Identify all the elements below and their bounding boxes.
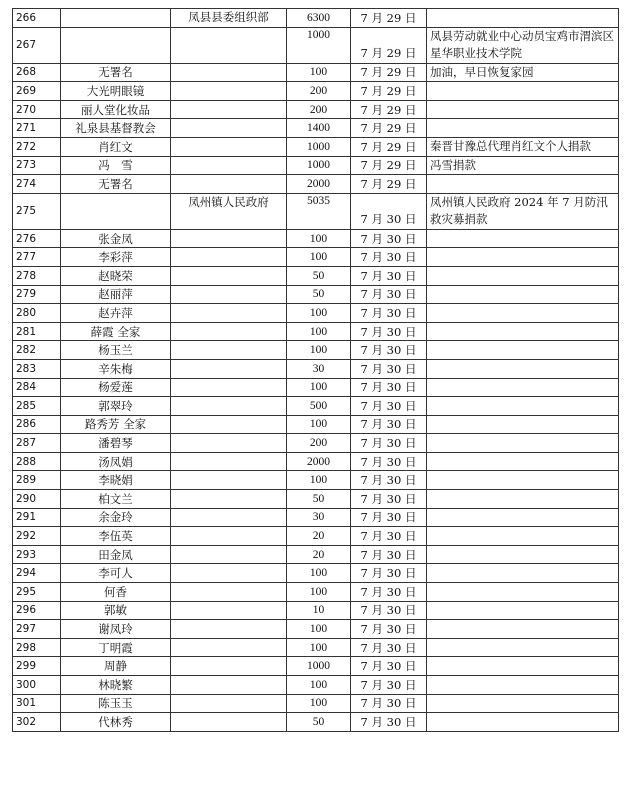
table-row: [13, 341, 619, 360]
donation-date: 7 月 29 日: [351, 100, 427, 119]
donation-amount: 100: [287, 694, 351, 713]
donor-name: 林晓繁: [61, 676, 171, 695]
donation-amount: 1000: [287, 137, 351, 156]
row-number: 288: [13, 452, 61, 471]
donor-name: 潘碧琴: [61, 434, 171, 453]
donation-amount: 2000: [287, 175, 351, 194]
donor-name: 赵卉萍: [61, 304, 171, 323]
donation-amount: 100: [287, 564, 351, 583]
table-row: [13, 471, 619, 490]
remark: [427, 229, 619, 248]
donation-date: 7 月 29 日: [351, 82, 427, 101]
donation-amount: 200: [287, 434, 351, 453]
table-row: [13, 304, 619, 323]
row-number: 298: [13, 638, 61, 657]
donor-name: 大光明眼镜: [61, 82, 171, 101]
row-number: 299: [13, 657, 61, 676]
remark: [427, 452, 619, 471]
donor-unit: [171, 713, 287, 732]
row-number: 274: [13, 175, 61, 194]
donor-unit: [171, 564, 287, 583]
donor-name: 汤凤娟: [61, 452, 171, 471]
row-number: 276: [13, 229, 61, 248]
donation-date: 7 月 30 日: [351, 694, 427, 713]
donation-date: 7 月 30 日: [351, 248, 427, 267]
donor-name: 何香: [61, 583, 171, 602]
row-number: 286: [13, 415, 61, 434]
table-row: [13, 397, 619, 416]
donor-unit: [171, 638, 287, 657]
table-row: [13, 564, 619, 583]
remark: [427, 676, 619, 695]
row-number: 285: [13, 397, 61, 416]
donation-date: 7 月 29 日: [351, 27, 427, 63]
remark: [427, 508, 619, 527]
row-number: 289: [13, 471, 61, 490]
row-number: 269: [13, 82, 61, 101]
donation-date: 7 月 30 日: [351, 229, 427, 248]
table-row: [13, 378, 619, 397]
donation-amount: 20: [287, 545, 351, 564]
table-row: [13, 601, 619, 620]
table-row: [13, 248, 619, 267]
table-row: [13, 9, 619, 28]
row-number: 270: [13, 100, 61, 119]
donor-unit: [171, 415, 287, 434]
remark: [427, 471, 619, 490]
donation-amount: 200: [287, 100, 351, 119]
donor-name: 礼泉县基督教会: [61, 119, 171, 138]
table-row: [13, 100, 619, 119]
donor-unit: [171, 119, 287, 138]
donor-name: 李伍英: [61, 527, 171, 546]
table-row: [13, 490, 619, 509]
donor-name: [61, 9, 171, 28]
donation-date: 7 月 30 日: [351, 583, 427, 602]
donation-amount: 100: [287, 341, 351, 360]
donor-unit: [171, 175, 287, 194]
table-row: [13, 27, 619, 63]
remark: [427, 100, 619, 119]
donation-date: 7 月 30 日: [351, 638, 427, 657]
donor-unit: [171, 63, 287, 82]
donor-unit: [171, 452, 287, 471]
donation-amount: 5035: [287, 193, 351, 229]
donation-date: 7 月 30 日: [351, 341, 427, 360]
table-row: [13, 137, 619, 156]
donor-name: 李彩萍: [61, 248, 171, 267]
donation-date: 7 月 29 日: [351, 175, 427, 194]
remark: [427, 638, 619, 657]
donation-date: 7 月 30 日: [351, 397, 427, 416]
donation-amount: 1000: [287, 27, 351, 63]
row-number: 302: [13, 713, 61, 732]
table-row: [13, 694, 619, 713]
donor-name: 杨爱莲: [61, 378, 171, 397]
donation-amount: 100: [287, 583, 351, 602]
row-number: 266: [13, 9, 61, 28]
remark: [427, 9, 619, 28]
donation-amount: 100: [287, 378, 351, 397]
table-row: [13, 229, 619, 248]
row-number: 291: [13, 508, 61, 527]
donor-unit: [171, 248, 287, 267]
donor-unit: [171, 397, 287, 416]
donor-unit: [171, 156, 287, 175]
remark: [427, 545, 619, 564]
remark: [427, 119, 619, 138]
row-number: 272: [13, 137, 61, 156]
donation-date: 7 月 30 日: [351, 266, 427, 285]
remark: [427, 248, 619, 267]
donation-date: 7 月 29 日: [351, 137, 427, 156]
remark: [427, 694, 619, 713]
donation-date: 7 月 30 日: [351, 620, 427, 639]
donor-unit: [171, 341, 287, 360]
donor-unit: [171, 657, 287, 676]
donation-date: 7 月 30 日: [351, 657, 427, 676]
donation-amount: 100: [287, 676, 351, 695]
donation-date: 7 月 30 日: [351, 434, 427, 453]
donor-name: 路秀芳 全家: [61, 415, 171, 434]
donation-date: 7 月 30 日: [351, 415, 427, 434]
donor-name: 辛朱梅: [61, 359, 171, 378]
donation-date: 7 月 30 日: [351, 713, 427, 732]
donation-amount: 20: [287, 527, 351, 546]
donation-date: 7 月 30 日: [351, 545, 427, 564]
row-number: 281: [13, 322, 61, 341]
table-row: [13, 63, 619, 82]
table-row: [13, 434, 619, 453]
donation-amount: 10: [287, 601, 351, 620]
donation-amount: 100: [287, 415, 351, 434]
donor-unit: [171, 601, 287, 620]
donor-unit: 凤县县委组织部: [171, 9, 287, 28]
donor-name: 杨玉兰: [61, 341, 171, 360]
remark: [427, 341, 619, 360]
row-number: 273: [13, 156, 61, 175]
donation-date: 7 月 30 日: [351, 285, 427, 304]
table-row: [13, 713, 619, 732]
donor-unit: [171, 359, 287, 378]
donation-date: 7 月 30 日: [351, 304, 427, 323]
donor-unit: [171, 508, 287, 527]
row-number: 297: [13, 620, 61, 639]
remark: 秦晋甘豫总代理肖红文个人捐款: [427, 137, 619, 156]
table-row: [13, 119, 619, 138]
table-row: [13, 156, 619, 175]
table-row: [13, 545, 619, 564]
donation-amount: 50: [287, 490, 351, 509]
donor-name: 薛霞 全家: [61, 322, 171, 341]
remark: [427, 304, 619, 323]
donor-name: 无署名: [61, 63, 171, 82]
remark: [427, 266, 619, 285]
donor-unit: [171, 137, 287, 156]
donation-amount: 1400: [287, 119, 351, 138]
donation-table-body: [13, 9, 619, 732]
donation-date: 7 月 30 日: [351, 452, 427, 471]
donor-name: 柏文兰: [61, 490, 171, 509]
remark: [427, 657, 619, 676]
remark: [427, 285, 619, 304]
donor-unit: [171, 82, 287, 101]
donation-amount: 30: [287, 508, 351, 527]
donor-name: 李晓娟: [61, 471, 171, 490]
row-number: 283: [13, 359, 61, 378]
remark: [427, 564, 619, 583]
donation-amount: 2000: [287, 452, 351, 471]
remark: [427, 175, 619, 194]
donation-amount: 30: [287, 359, 351, 378]
table-row: [13, 527, 619, 546]
remark: [427, 359, 619, 378]
remark: [427, 583, 619, 602]
donor-unit: [171, 100, 287, 119]
donor-unit: [171, 490, 287, 509]
row-number: 295: [13, 583, 61, 602]
donor-name: 郭翠玲: [61, 397, 171, 416]
donation-date: 7 月 30 日: [351, 359, 427, 378]
table-row: [13, 583, 619, 602]
donation-amount: 100: [287, 638, 351, 657]
donor-unit: [171, 285, 287, 304]
row-number: 282: [13, 341, 61, 360]
table-row: [13, 285, 619, 304]
donor-unit: [171, 378, 287, 397]
remark: 凤州镇人民政府 2024 年 7 月防汛救灾募捐款: [427, 193, 619, 229]
donor-name: 张金凤: [61, 229, 171, 248]
row-number: 268: [13, 63, 61, 82]
remark: [427, 601, 619, 620]
row-number: 301: [13, 694, 61, 713]
donor-name: 代林秀: [61, 713, 171, 732]
remark: 加油，早日恢复家园: [427, 63, 619, 82]
donation-amount: 1000: [287, 657, 351, 676]
donor-name: 周静: [61, 657, 171, 676]
donor-unit: [171, 434, 287, 453]
donor-unit: [171, 545, 287, 564]
donor-unit: [171, 471, 287, 490]
donation-date: 7 月 29 日: [351, 63, 427, 82]
remark: [427, 378, 619, 397]
donor-unit: [171, 620, 287, 639]
row-number: 287: [13, 434, 61, 453]
donation-amount: 100: [287, 63, 351, 82]
row-number: 267: [13, 27, 61, 63]
donor-name: 陈玉玉: [61, 694, 171, 713]
donor-name: 丁明霞: [61, 638, 171, 657]
donor-unit: [171, 266, 287, 285]
remark: [427, 620, 619, 639]
donation-amount: 100: [287, 304, 351, 323]
donor-unit: [171, 304, 287, 323]
donor-unit: [171, 229, 287, 248]
remark: [427, 434, 619, 453]
donor-name: [61, 193, 171, 229]
donor-name: 无署名: [61, 175, 171, 194]
donor-name: 田金凤: [61, 545, 171, 564]
remark: [427, 490, 619, 509]
donation-amount: 100: [287, 248, 351, 267]
donation-amount: 100: [287, 322, 351, 341]
donation-amount: 100: [287, 620, 351, 639]
donor-unit: [171, 527, 287, 546]
table-row: [13, 266, 619, 285]
donor-name: 赵晓荣: [61, 266, 171, 285]
donation-amount: 200: [287, 82, 351, 101]
donation-date: 7 月 30 日: [351, 490, 427, 509]
donation-amount: 1000: [287, 156, 351, 175]
table-row: [13, 359, 619, 378]
table-row: [13, 415, 619, 434]
row-number: 300: [13, 676, 61, 695]
donation-amount: 50: [287, 266, 351, 285]
donor-name: 赵丽萍: [61, 285, 171, 304]
row-number: 292: [13, 527, 61, 546]
donor-unit: 凤州镇人民政府: [171, 193, 287, 229]
donor-unit: [171, 676, 287, 695]
donation-amount: 50: [287, 713, 351, 732]
remark: [427, 397, 619, 416]
donor-name: 冯 雪: [61, 156, 171, 175]
donation-date: 7 月 29 日: [351, 156, 427, 175]
donation-date: 7 月 30 日: [351, 193, 427, 229]
donation-date: 7 月 30 日: [351, 378, 427, 397]
donor-name: 余金玲: [61, 508, 171, 527]
donor-name: 李可人: [61, 564, 171, 583]
row-number: 284: [13, 378, 61, 397]
donation-date: 7 月 29 日: [351, 9, 427, 28]
table-row: [13, 193, 619, 229]
table-row: [13, 82, 619, 101]
donor-name: 肖红文: [61, 137, 171, 156]
remark: [427, 527, 619, 546]
donation-date: 7 月 30 日: [351, 508, 427, 527]
remark: [427, 82, 619, 101]
donation-amount: 100: [287, 471, 351, 490]
table-row: [13, 175, 619, 194]
row-number: 278: [13, 266, 61, 285]
table-row: [13, 508, 619, 527]
donation-table: [12, 8, 619, 732]
donation-date: 7 月 30 日: [351, 527, 427, 546]
donor-name: 丽人堂化妆品: [61, 100, 171, 119]
donation-amount: 6300: [287, 9, 351, 28]
donor-name: [61, 27, 171, 63]
remark: 冯雪捐款: [427, 156, 619, 175]
remark: [427, 713, 619, 732]
donation-amount: 50: [287, 285, 351, 304]
donor-unit: [171, 694, 287, 713]
table-row: [13, 657, 619, 676]
donor-unit: [171, 322, 287, 341]
table-row: [13, 322, 619, 341]
row-number: 271: [13, 119, 61, 138]
row-number: 296: [13, 601, 61, 620]
donation-date: 7 月 30 日: [351, 676, 427, 695]
row-number: 279: [13, 285, 61, 304]
table-row: [13, 620, 619, 639]
remark: [427, 415, 619, 434]
donor-name: 谢凤玲: [61, 620, 171, 639]
donation-date: 7 月 30 日: [351, 564, 427, 583]
table-row: [13, 452, 619, 471]
remark: [427, 322, 619, 341]
row-number: 290: [13, 490, 61, 509]
remark: 凤县劳动就业中心动员宝鸡市渭滨区星华职业技术学院: [427, 27, 619, 63]
donor-unit: [171, 583, 287, 602]
donation-date: 7 月 30 日: [351, 601, 427, 620]
donation-date: 7 月 30 日: [351, 322, 427, 341]
row-number: 293: [13, 545, 61, 564]
donor-unit: [171, 27, 287, 63]
donation-date: 7 月 29 日: [351, 119, 427, 138]
row-number: 294: [13, 564, 61, 583]
donation-date: 7 月 30 日: [351, 471, 427, 490]
donation-amount: 500: [287, 397, 351, 416]
donation-amount: 100: [287, 229, 351, 248]
row-number: 280: [13, 304, 61, 323]
row-number: 277: [13, 248, 61, 267]
row-number: 275: [13, 193, 61, 229]
table-row: [13, 676, 619, 695]
donor-name: 郭敏: [61, 601, 171, 620]
table-row: [13, 638, 619, 657]
